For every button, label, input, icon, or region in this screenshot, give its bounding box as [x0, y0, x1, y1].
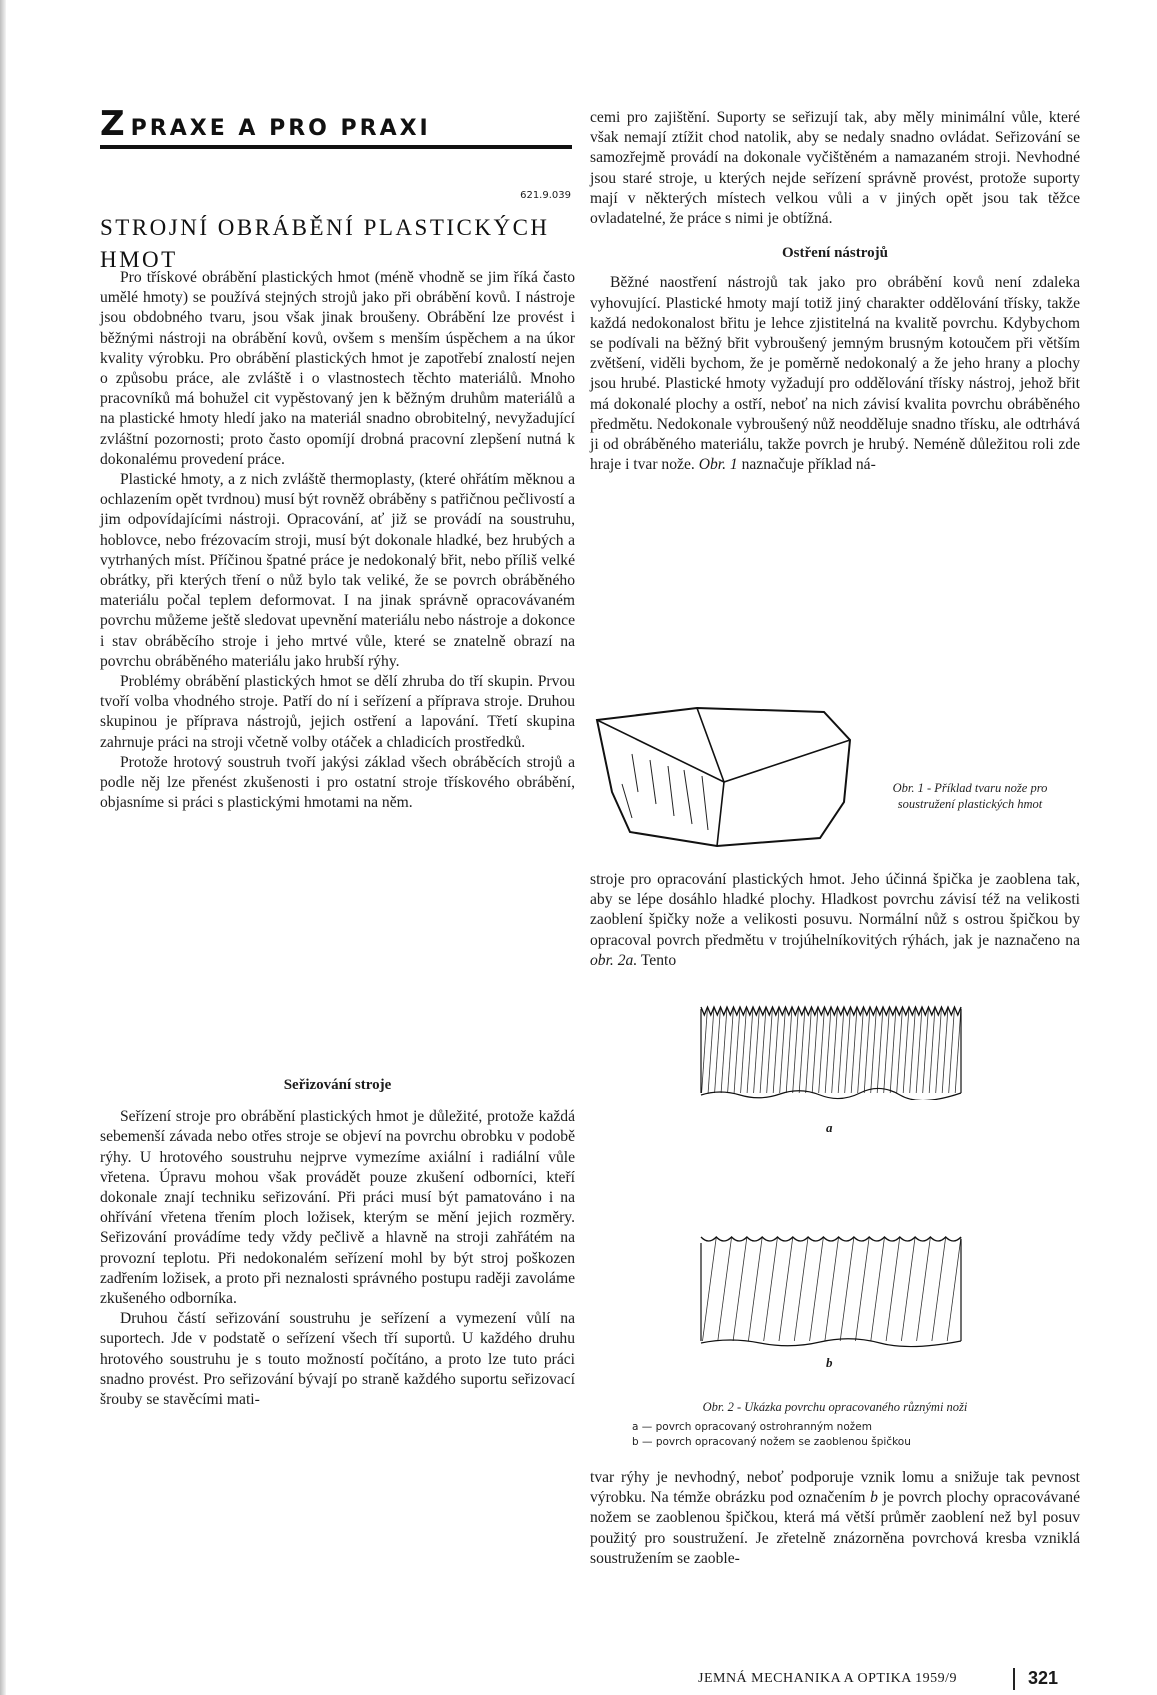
paragraph-text: Běžné naostření nástrojů tak jako pro obrábění kovů není zdaleka vyhovující. Plastické hmoty mají totiž jiný charakter oddělování třísky, takže každá nedokonalost břitu je lehce zjistitelná na kvalitě povrchu. Kdybychom se podívali na běžný břit vybroušený jemným brusným kotoučem při větším zvětšení, viděli bychom, že je poměrně nedokonalý a že jeho hrany a plochy jsou hrubé. Plastické hmoty vyžadují pro oddělování třísky nástroj, jehož břit má dokonalé plochy a ostří, neboť na nich závisí kvalita povrchu obráběného předmětu. Nedokonale vybroušený nůž neodděluje snadno třísku, ale odtrhává ji od obráběného materiálu, takže povrch je hrubý. Neméně důležitou roli zde hraje i tvar nože.	[590, 274, 1080, 474]
paragraph-text: naznačuje příklad ná-	[741, 456, 876, 474]
paragraph-text: stroje pro opracování plastických hmot. Jeho účinná špička je zaoblena tak, aby se lépe dosáhlo hladké plochy. Hladkost povrchu závisí též na velikosti zaoblení špičky nože a velikosti posuvu. Normální nůž s ostrou špičkou by opracoval povrch předmětu v trojúhelníkovitých rýhách, jak je naznačeno na	[590, 871, 1080, 949]
figure-2a-label: a	[826, 1120, 833, 1135]
paragraph-text: je povrch plochy opracovávané nožem se zaoblenou špičkou, která má větší průměr zaoblení než byl posuv použitý pro soustružení. Je zřetelně znázorněna povrchová kresba vzniklá soustružením se zaoble-	[590, 1489, 1080, 1567]
footer-divider	[1013, 1668, 1015, 1690]
subheading: Ostření nástrojů	[782, 245, 888, 262]
figure-1-tool-drawing	[592, 700, 872, 850]
paragraph-text: Tento	[640, 951, 677, 969]
figure-2b-surface-rounded	[700, 1227, 962, 1348]
left-column-body	[100, 268, 575, 813]
udc-code: 621.9.039	[520, 190, 571, 201]
right-column-top	[590, 108, 1080, 475]
article-title: STROJNÍ OBRÁBĚNÍ PLASTICKÝCH HMOT	[100, 215, 550, 272]
paragraph: Plastické hmoty, a z nich zvláště thermoplasty, (které ohřátím měknou a ochlazením opět tvrdnou) musí být rovněž obráběny s patřičnou pečlivostí a jim odpovídajícími nástroji. Opracování, ať již se provádí na soustruhu, hoblovce, nebo frézovacím stroji, musí být dokonale hladké, bez hrubých a vytrhaných míst. Příčinou špatné práce je nedokonalý břit, nebo příliš velké obrátky, při kterých tření o nůž bylo tak veliké, že se povrch obráběného materiálu počal teplem deformovat. I na jinak správně opracovávaném povrchu můžeme ještě sledovat upevnění materiálu nebo nástroje a dokonce i stav obráběcího stroje i jeho mrtvé vůle, které se znatelně obrazí na povrchu obráběného materiálu jako hrubší rýhy.	[100, 471, 576, 670]
figure-1-caption: Obr. 1 - Příklad tvaru nože pro soustružení plastických hmot	[892, 781, 1048, 811]
subheading: Seřizování stroje	[283, 1077, 392, 1093]
left-column-lower	[100, 1075, 575, 1410]
section-heading	[100, 104, 431, 144]
figure-2a-surface-sharp	[700, 1003, 962, 1100]
figure-2-note-a: a — povrch opracovaný ostrohranným nožem	[632, 1421, 872, 1433]
figure-2b-label: b	[826, 1355, 833, 1370]
right-column-bottom	[590, 1468, 1080, 1569]
page-footer	[698, 1668, 1078, 1690]
paragraph: Druhou částí seřizování soustruhu je seřízení a vymezení vůlí na suportech. Jde v podstatě o seřízení všech tří suportů. U každého druhu hrotového soustruhu je s touto možností počítáno, a proto lze tuto práci snadno provést. Pro seřizování bývají po straně každého suportu seřizovací šrouby se stavěcími mati-	[100, 1310, 575, 1409]
section-heading-text: PRAXE A PRO PRAXI	[130, 116, 431, 141]
figure-2-note-b: b — povrch opracovaný nožem se zaoblenou špičkou	[632, 1436, 911, 1448]
figure-2-caption: Obr. 2 - Ukázka povrchu opracovaného různými noži	[702, 1400, 968, 1414]
paragraph	[590, 870, 1080, 971]
section-initial: Z	[100, 104, 125, 144]
page-edge-shadow	[0, 0, 6, 1695]
figure-reference: obr. 2a.	[590, 951, 638, 969]
paragraph	[590, 1468, 1080, 1569]
paragraph: cemi pro zajištění. Suporty se seřizují tak, aby měly minimální vůle, které však nemají ztížit chod natolik, aby se nedaly snadno ovládat. Seřizování se samozřejmě provádí na dokonale vyčištěném a namazaném stroji. Nevhodné jsou staré stroje, u kterých nejde seřízení správně provést, protože suporty mají v některých místech velkou vůli a v jiných opět jsou tak těžce ovladatelné, že práce s nimi je obtížná.	[590, 109, 1080, 228]
journal-name: JEMNÁ MECHANIKA A OPTIKA 1959/9	[698, 1671, 957, 1686]
paragraph: Problémy obrábění plastických hmot se dělí zhruba do tří skupin. Prvou tvoří volba vhodného stroje. Patří do ní i seřízení a příprava stroje. Druhou skupinou je příprava nástrojů, jejich ostření a lapování. Třetí skupina zahrnuje práci na stroji včetně volby otáček a chladicích prostředků.	[100, 673, 575, 751]
heading-rule	[100, 145, 572, 149]
paragraph	[590, 273, 1080, 475]
paragraph: Pro třískové obrábění plastických hmot (méně vhodně se jim říká často umělé hmoty) se používá stejných strojů jako při obrábění kovů. I nástroje jsou obdobného tvaru, jsou však jinak broušeny. Obrábění lze provést i běžnými nástroji na obrábění kovů, ovšem s menším úspěchem a na úkor kvality výrobku. Pro obrábění plastických hmot je zapotřebí znalostí nejen o způsobu práce, ale zvláště i o vlastnostech těchto materiálů. Mnoho pracovníků má bohužel cit vypěstovaný jen k běžným druhům materiálů a na plastické hmoty hledí jako na materiál snadno obrobitelný, nevyžadující zvláštní pozornosti; proto často opomíjí drobná pracovní zlepšení nutná k dokonalému provedení práce.	[100, 269, 575, 468]
figure-reference: Obr. 1	[698, 456, 738, 474]
paragraph-text: tvar rýhy je nevhodný, neboť podporuje vznik lomu a snižuje tak pevnost výrobku. Na témže obrázku pod označením	[590, 1469, 1080, 1507]
right-column-mid	[590, 870, 1080, 971]
paragraph: Seřízení stroje pro obrábění plastických hmot je důležité, protože každá sebemenší závada nebo otřes stroje se objeví na povrchu obrobku v podobě rýhy. U hrotového soustruhu nejprve vymezíme axiální i radiální vůle vřetena. Úpravu mohou však provádět pouze zkušení odborníci, kteří dokonale znají techniku seřizování. Při práci musí být pamatováno i na ohřívání vřetena třením ploch ložisek, kterým se mění jejich rozměry. Seřizování provádíme tedy vždy pečlivě a hlavně na stroji zahřátém na provozní teplotu. Při nedokonalém seřízení mohl by být stroj poškozen zadřením ložisek, a proto při neznalosti správného postupu raději zavoláme zkušeného odborníka.	[100, 1108, 575, 1308]
figure-reference: b	[870, 1489, 878, 1507]
page-number: 321	[1028, 1668, 1059, 1688]
paragraph: Protože hrotový soustruh tvoří jakýsi základ všech obráběcích strojů a podle něj lze přenést zkušenosti i pro ostatní stroje třískového obrábění, objasníme si práci s plastickými hmotami na něm.	[100, 753, 575, 812]
